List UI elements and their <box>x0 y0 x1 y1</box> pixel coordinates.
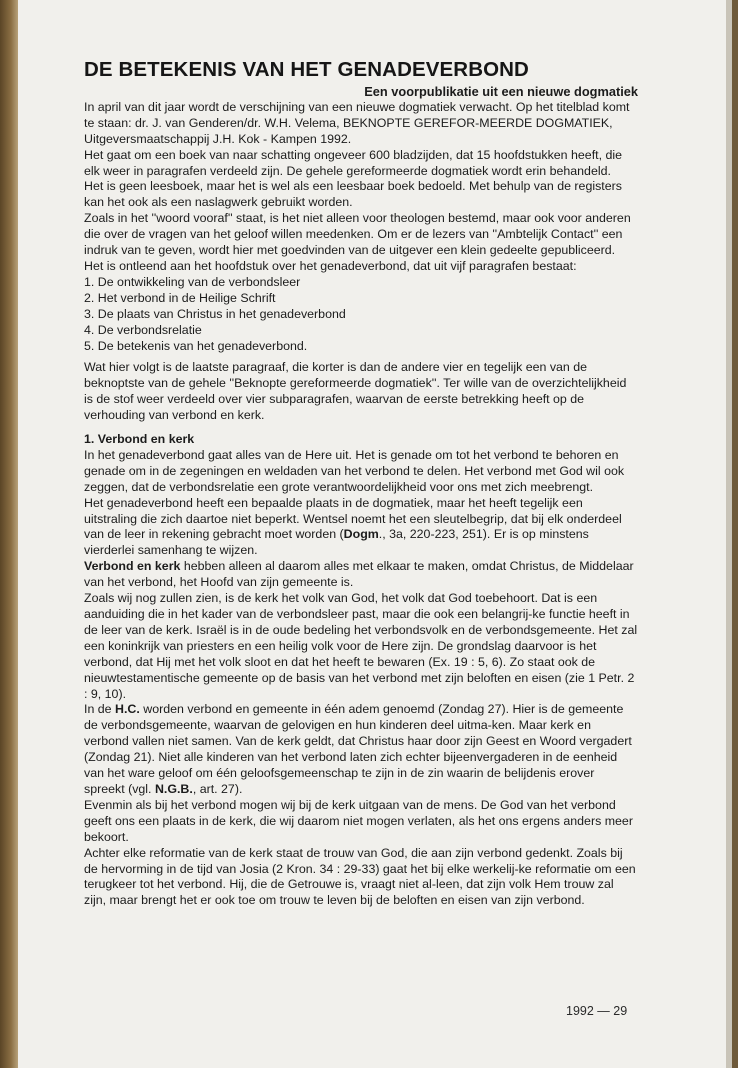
list-item: 2. Het verbond in de Heilige Schrift <box>84 290 276 305</box>
paragraph-list <box>84 275 638 355</box>
book-binding <box>0 0 18 1068</box>
section-paragraph: Evenmin als bij het verbond mogen wij bij de kerk uitgaan van de mens. De God van het verbond geeft ons een plaats in de kerk, die wij daarom niet mogen verlaten, als het ons ergens anders meer bekoort. <box>84 797 633 844</box>
article-title: DE BETEKENIS VAN HET GENADEVERBOND <box>84 58 529 81</box>
article <box>84 58 638 909</box>
list-item: 1. De ontwikkeling van de verbondsleer <box>84 274 301 289</box>
intro-paragraph: Zoals in het ''woord vooraf'' staat, is het niet alleen voor theologen bestemd, maar ook voor anderen die over de vragen van het geloof willen meedenken. Om er de lezers van ''Ambtelijk Contact'' een indruk van te geven, wordt hier met goedvinden van de uitgever een klein gedeelte gepubliceerd. <box>84 211 631 258</box>
section-paragraph: Het genadeverbond heeft een bepaalde plaats in de dogmatiek, maar het heeft tegelijk een uitstraling die zich daartoe niet beperkt. Wentsel noemt het een sleutelbegrip, dat bij elk onderdeel van de leer in rekening gebracht moet worden (Dogm., 3a, 220-223, 251). Er is op minstens vierderlei samenhang te wijzen. <box>84 495 622 558</box>
page-edge <box>726 0 732 1068</box>
after-list-paragraph: Wat hier volgt is de laatste paragraaf, die korter is dan de andere vier en tegelijk een van de beknoptste van de gehele ''Beknopte gereformeerde dogmatiek''. Ter wille van de overzichtelijkheid is de stof weer verdeeld over vier subparagrafen, waarvan de eerste betrekking heeft op de verhouding van verbond en kerk. <box>84 360 627 423</box>
page-number: 1992 — 29 <box>566 1004 628 1018</box>
list-item: 5. De betekenis van het genadeverbond. <box>84 338 308 353</box>
section-paragraph: Zoals wij nog zullen zien, is de kerk het volk van God, het volk dat God toebehoort. Dat is een aanduiding die in het kader van de verbondsleer past, maar die ook een belangrij-ke functie heeft in de leer van de kerk. Israël is in de oude bedeling het verbondsvolk en de verbondsgemeente. Het zal een koninkrijk van priesters en een heilig volk voor de Here zijn. De grondslag daarvoor is het verbond, dat Hij met het volk sloot en dat het heeft te bewaren (Ex. 19 : 5, 6). Zo staat ook de nieuwtestamentische gemeente op de basis van het verbond met zijn beloften en eisen (zie 1 Petr. 2 : 9, 10). <box>84 591 638 701</box>
list-item: 4. De verbondsrelatie <box>84 322 202 337</box>
article-subtitle: Een voorpublikatie uit een nieuwe dogmatiek <box>364 84 638 99</box>
section-paragraph: Achter elke reformatie van de kerk staat de trouw van God, die aan zijn verbond gedenkt. Zoals bij de hervorming in de tijd van Josia (2 Kron. 34 : 29-33) gaat het bij elke werkelij-ke reformatie om een terugkeer tot het verbond. Hij, die de Getrouwe is, vraagt niet al-leen, dat zijn volk Hem trouw zal zijn, maar brengt het er ook toe om trouw te leven bij de beloften en eisen van zijn verbond. <box>84 845 636 908</box>
intro-paragraph: In april van dit jaar wordt de verschijning van een nieuwe dogmatiek verwacht. Op het titelblad komt te staan: dr. J. van Genderen/dr. W.H. Velema, BEKNOPTE GEREFOR-MEERDE DOGMATIEK, Uitgeversmaatschappij J.H. Kok - Kampen 1992. <box>84 99 630 146</box>
section-paragraph: Verbond en kerk hebben alleen al daarom alles met elkaar te maken, omdat Christus, de Middelaar van het verbond, het Hoofd van zijn gemeente is. <box>84 559 634 590</box>
section-paragraph: In het genadeverbond gaat alles van de Here uit. Het is genade om tot het verbond te behoren en genade om in de zegeningen en weldaden van het verbond te delen. Het verbond met God wil ook zeggen, dat de verbondsrelatie een grote verantwoordelijkheid voor ons met zich meebrengt. <box>84 447 625 494</box>
section-heading: 1. Verbond en kerk <box>84 432 195 447</box>
intro-paragraph: Het is geen leesboek, maar het is wel als een leesbaar boek bedoeld. Met behulp van de registers kan het ook als een naslagwerk gebruikt worden. <box>84 179 622 210</box>
intro-paragraph: Het gaat om een boek van naar schatting ongeveer 600 bladzijden, dat 15 hoofdstukken heeft, die elk weer in paragrafen verdeeld zijn. De gehele gereformeerde dogmatiek wordt erin behandeld. <box>84 147 622 178</box>
section-paragraph: In de H.C. worden verbond en gemeente in één adem genoemd (Zondag 27). Hier is de gemeente de verbondsgemeente, waarvan de gelovigen en hun kinderen deel uitma-ken. Maar kerk en verbond vallen niet samen. Van de kerk geldt, dat Christus haar door zijn Geest en Woord vergadert (Zondag 21). Niet alle kinderen van het verbond laten zich echter bijeenvergaderen in de eenheid van het ware geloof om één geloofsgemeenschap te zijn in de zin waarin de belijdenis erover spreekt (vgl. N.G.B., art. 27). <box>84 702 632 796</box>
intro-paragraph: Het is ontleend aan het hoofdstuk over het genadeverbond, dat uit vijf paragrafen bestaat: <box>84 258 577 273</box>
list-item: 3. De plaats van Christus in het genadeverbond <box>84 306 346 321</box>
